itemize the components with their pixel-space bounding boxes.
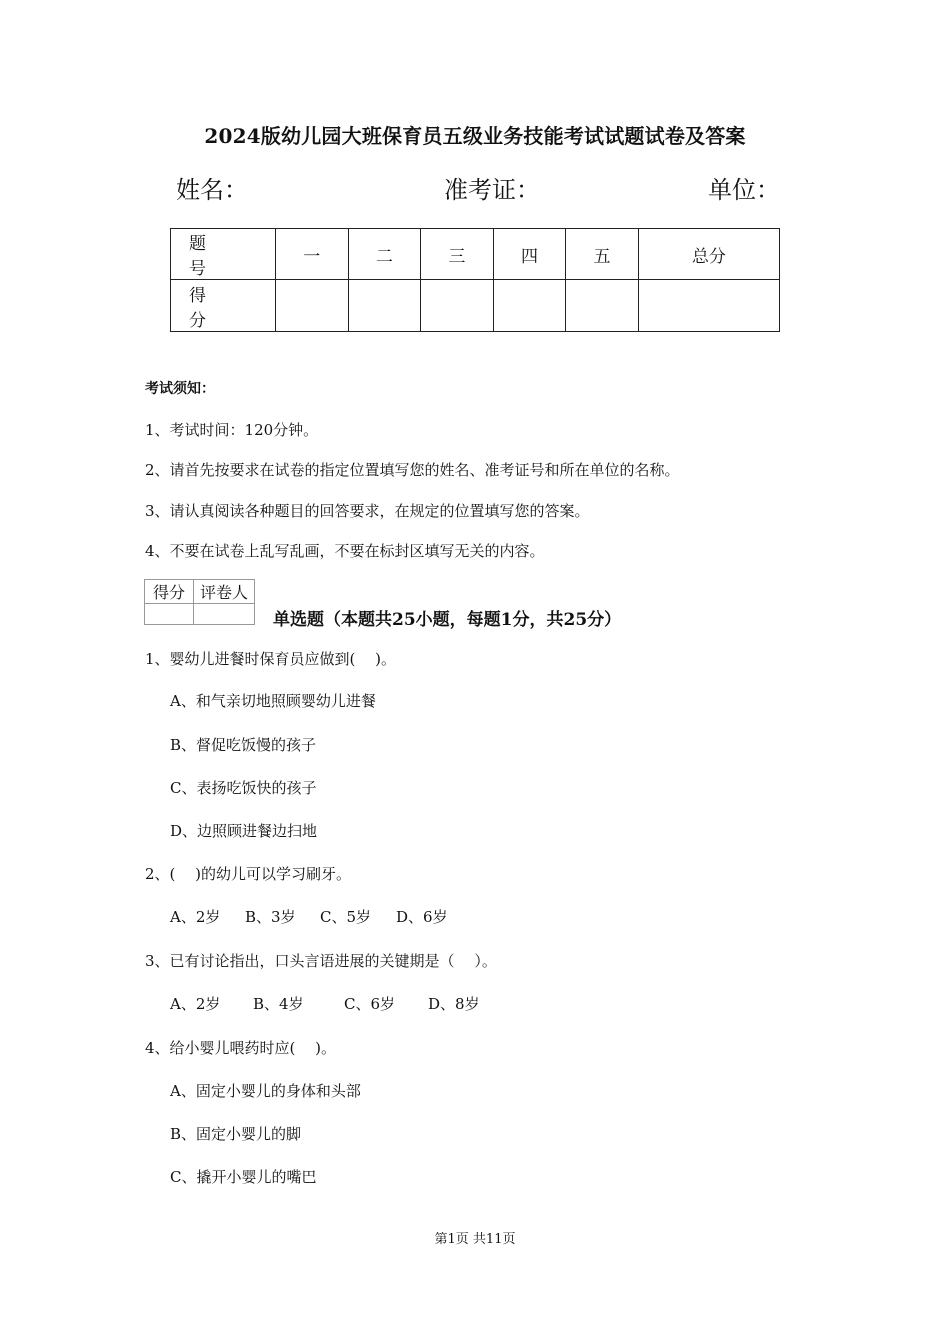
question-option: C、6岁: [344, 995, 396, 1013]
question-option: B、固定小婴儿的脚: [170, 1125, 302, 1143]
question-option: A、2岁: [170, 995, 221, 1013]
score-input-cell[interactable]: [348, 280, 421, 332]
score-table-cell: 三: [421, 229, 494, 280]
score-table-score-row: [171, 280, 780, 332]
question-option: B、4岁: [253, 995, 304, 1013]
page-title: 2024版幼儿园大班保育员五级业务技能考试试题试卷及答案: [204, 124, 746, 148]
notice-item: 1、考试时间：120分钟。: [145, 421, 319, 439]
grader-score-input[interactable]: [145, 604, 194, 625]
page-footer: 第1页 共11页: [434, 1232, 516, 1247]
question-option: A、固定小婴儿的身体和头部: [170, 1082, 361, 1100]
name-label: 姓名：: [176, 176, 248, 204]
notice-item: 4、不要在试卷上乱写乱画，不要在标封区填写无关的内容。: [145, 542, 545, 560]
exam-number-label: 准考证：: [444, 176, 540, 204]
score-table-cell: 二: [348, 229, 421, 280]
question-options-row: [170, 906, 448, 927]
grader-box: [144, 579, 255, 625]
question-option: B、督促吃饭慢的孩子: [170, 736, 317, 754]
grader-name-input[interactable]: [194, 604, 255, 625]
score-input-cell[interactable]: [638, 280, 779, 332]
question-option: C、5岁: [320, 908, 372, 926]
question-option: B、3岁: [245, 908, 296, 926]
score-input-cell[interactable]: [566, 280, 639, 332]
question-option: C、表扬吃饭快的孩子: [170, 779, 317, 797]
notice-item: 3、请认真阅读各种题目的回答要求，在规定的位置填写您的答案。: [145, 502, 590, 520]
score-table: [170, 228, 780, 332]
score-table-header-row: [171, 229, 780, 280]
question-stem: 4、给小婴儿喂药时应( )。: [145, 1039, 337, 1057]
score-input-cell[interactable]: [276, 280, 349, 332]
question-option: D、边照顾进餐边扫地: [170, 822, 318, 840]
question-option: A、2岁: [170, 908, 221, 926]
grader-score-label: 得分: [145, 580, 194, 604]
score-table-cell: 一: [276, 229, 349, 280]
score-input-cell[interactable]: [493, 280, 566, 332]
grader-name-label: 评卷人: [194, 580, 255, 604]
question-option: D、8岁: [428, 995, 480, 1013]
score-table-cell: 四: [493, 229, 566, 280]
question-option: D、6岁: [396, 908, 448, 926]
question-option: C、撬开小婴儿的嘴巴: [170, 1168, 317, 1186]
score-row-label: 得 分: [171, 280, 276, 332]
candidate-info-row: [176, 170, 780, 204]
notice-title: 考试须知：: [145, 381, 215, 397]
question-stem: 3、已有讨论指出，口头言语进展的关键期是（ ）。: [145, 952, 497, 970]
score-table-cell: 五: [566, 229, 639, 280]
section-title: 单选题（本题共25小题，每题1分，共25分）: [273, 610, 622, 630]
question-stem: 2、( )的幼儿可以学习刷牙。: [145, 865, 352, 883]
question-stem: 1、婴幼儿进餐时保育员应做到( )。: [145, 650, 397, 668]
score-table-cell: 题 号: [171, 229, 276, 280]
question-options-row: [170, 993, 480, 1014]
notice-item: 2、请首先按要求在试卷的指定位置填写您的姓名、准考证号和所在单位的名称。: [145, 461, 680, 479]
score-table-cell: 总分: [638, 229, 779, 280]
unit-label: 单位：: [708, 176, 780, 204]
question-option: A、和气亲切地照顾婴幼儿进餐: [170, 692, 376, 710]
score-input-cell[interactable]: [421, 280, 494, 332]
